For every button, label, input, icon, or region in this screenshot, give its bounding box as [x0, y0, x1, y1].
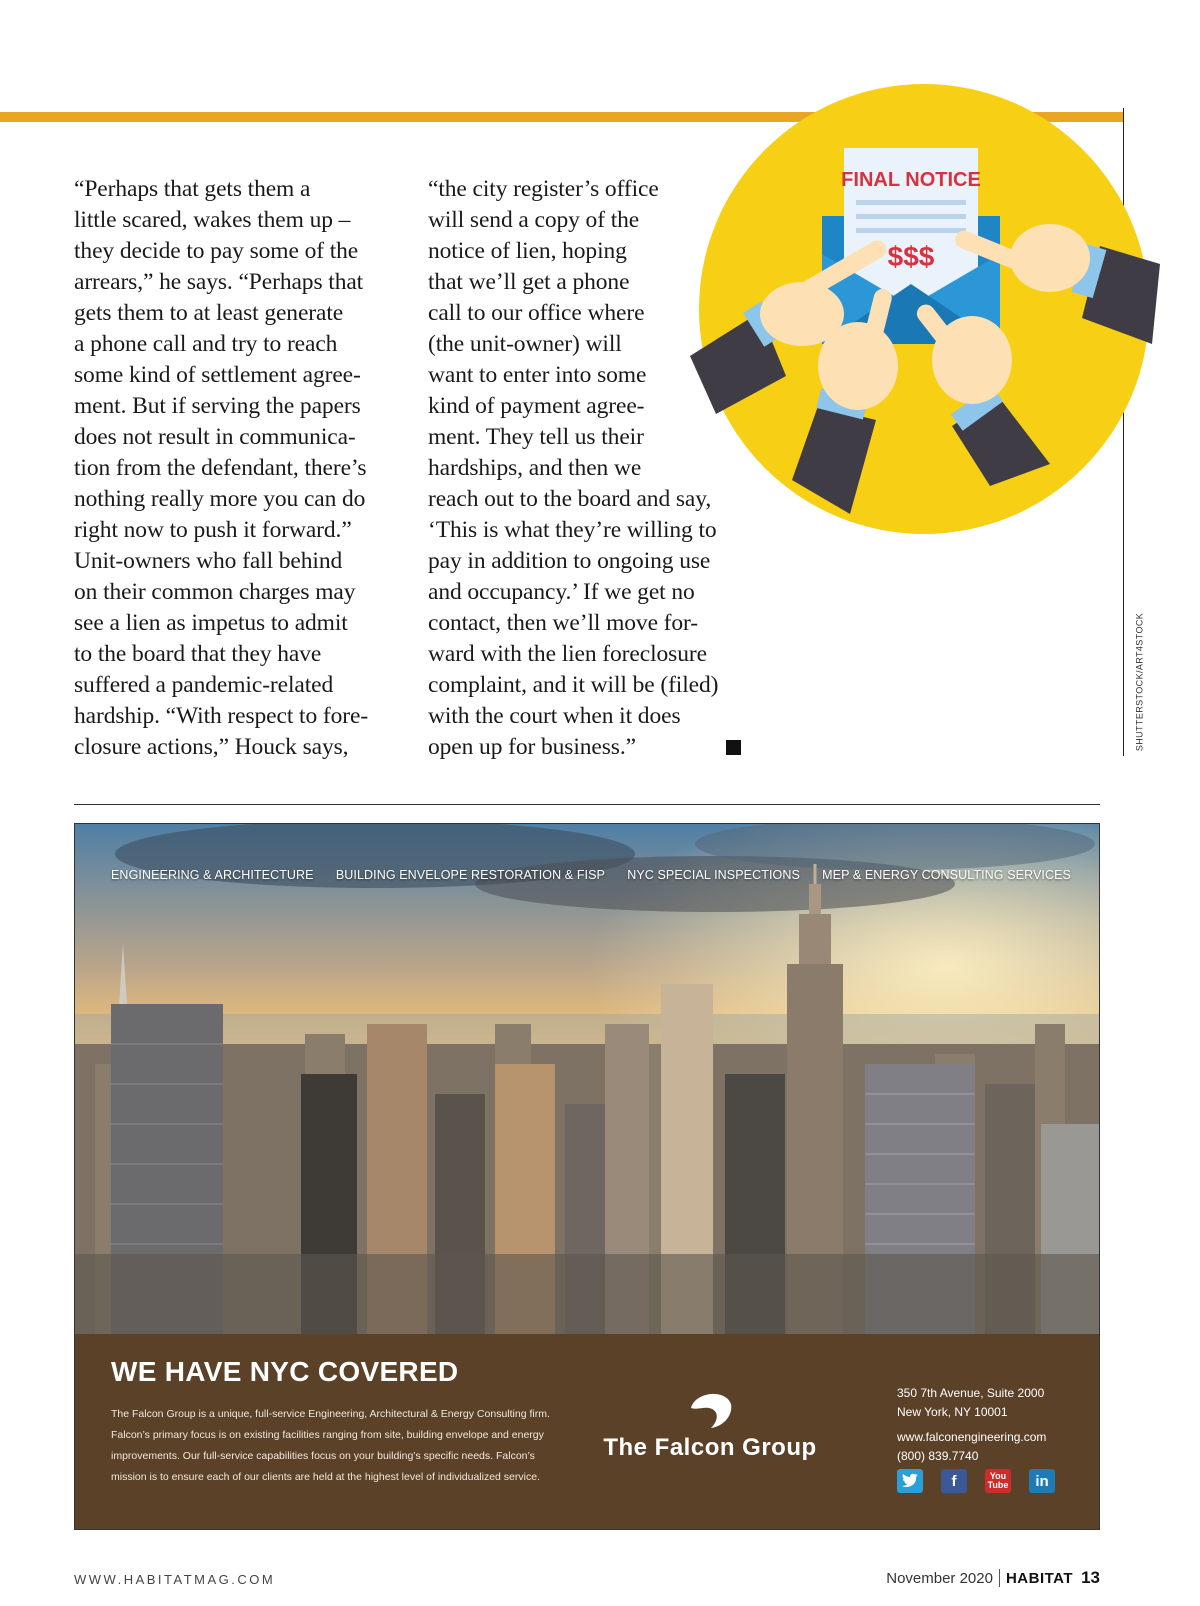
- end-of-article-mark: [726, 740, 741, 755]
- final-notice-illustration: [690, 76, 1160, 546]
- notice-title: FINAL NOTICE: [841, 169, 981, 191]
- falcon-group-advertisement: [74, 823, 1100, 1530]
- magazine-name: HABITAT: [1005, 1570, 1074, 1587]
- address-line-2: New York, NY 10001: [897, 1405, 1008, 1419]
- address-line-1: 350 7th Avenue, Suite 2000: [897, 1386, 1045, 1400]
- nyc-skyline-photo: [75, 824, 1099, 1334]
- article-column-2: “the city register’s office will send a copy of the notice of lien, hoping that we’ll get a phone call to our office where (the unit-owner) will want to enter into some kind of payment agree- ment. They tell us their hardships, and then we reach out to the board and say, ‘This is what they’re willing to pay in addition to ongoing use and occupancy.’ If we get no contact, then we’ll move for- ward with the lien foreclosure complaint, and it will be (filed) with the court when it does open up for business.”: [428, 176, 719, 760]
- footer-website[interactable]: WWW.HABITATMAG.COM: [74, 1572, 276, 1587]
- section-divider: [74, 804, 1100, 805]
- service-item: BUILDING ENVELOPE RESTORATION & FISP: [335, 868, 605, 882]
- ad-info-band: [75, 1334, 1099, 1529]
- footer-folio: [886, 1568, 1100, 1588]
- service-item: MEP & ENERGY CONSULTING SERVICES: [822, 868, 1071, 882]
- falcon-group-logo: [585, 1388, 835, 1468]
- photo-credit: SHUTTERSTOCK/ART4STOCK: [1134, 612, 1145, 752]
- linkedin-icon[interactable]: in: [1029, 1469, 1055, 1493]
- services-list: [111, 868, 1071, 882]
- article-column-1: “Perhaps that gets them a little scared, wakes them up – they decide to pay some of the arrears,” he says. “Perhaps that gets them to at least generate a phone call and try to reach some kind of settlement agree- ment. But if serving the papers does not result in communica- tion from the defendant, there’s nothing really more you can do right now to push it forward.” Unit-owners who fall behind on their common charges may see a lien as impetus to admit to the board that they have suffered a pandemic-related hardship. “With respect to fore- closure actions,” Houck says,: [74, 176, 369, 760]
- falcon-icon: [685, 1388, 735, 1432]
- issue-date: November 2020: [886, 1570, 993, 1587]
- contact-block: [897, 1384, 1046, 1466]
- social-icons: [897, 1469, 1055, 1493]
- website-link[interactable]: www.falconengineering.com: [897, 1430, 1047, 1444]
- service-item: ENGINEERING & ARCHITECTURE: [111, 868, 314, 882]
- youtube-icon[interactable]: You Tube: [985, 1469, 1011, 1493]
- service-item: NYC SPECIAL INSPECTIONS: [627, 868, 800, 882]
- notice-amount: $$$: [887, 241, 935, 272]
- page-number: 13: [1081, 1568, 1100, 1587]
- company-name: The Falcon Group: [603, 1434, 817, 1461]
- ad-headline: WE HAVE NYC COVERED: [111, 1356, 459, 1387]
- folio-separator: [999, 1569, 1000, 1587]
- phone-number: (800) 839.7740: [897, 1449, 979, 1463]
- twitter-icon[interactable]: [897, 1469, 923, 1493]
- ad-body-text: The Falcon Group is a unique, full-service Engineering, Architectural & Energy Consulting firm. Falcon’s primary focus is on existing facilities ranging from site, building envelope and energy improvements. Our full-service capabilities focus on your building’s specific needs. Falcon’s mission is to ensure each of our clients are held at the highest level of individualized service.: [111, 1408, 550, 1483]
- facebook-icon[interactable]: f: [941, 1469, 967, 1493]
